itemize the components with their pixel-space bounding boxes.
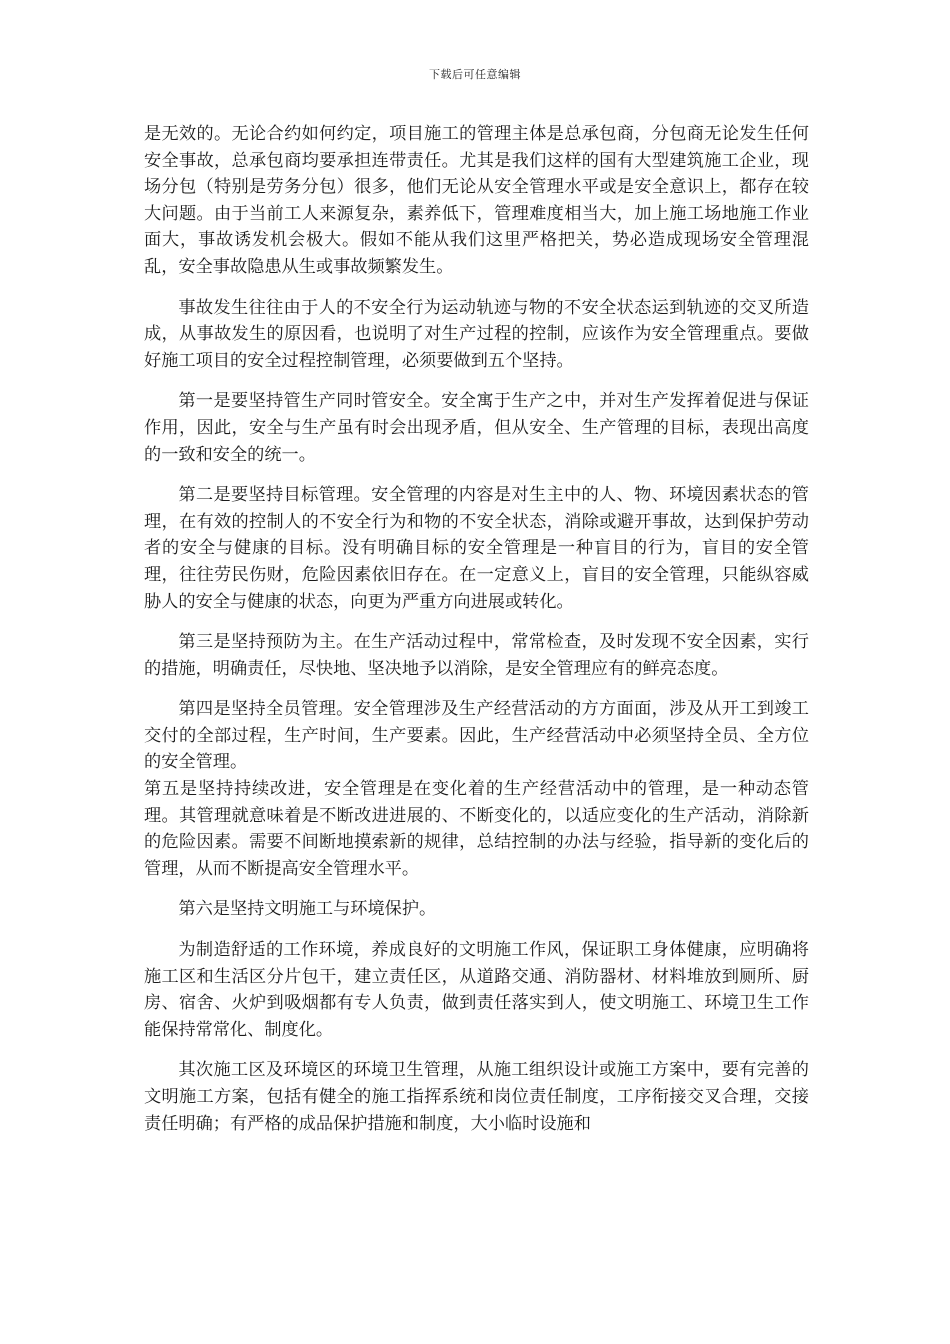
paragraph-principle-2: 第二是要坚持目标管理。安全管理的内容是对生主中的人、物、环境因素状态的管理，在有效的控制人的不安全行为和物的不安全状态，消除或避开事故，达到保护劳动者的安全与健康的目标。没有明确目标的安全管理是一种盲目的行为，盲目的安全管理，往往劳民伤财，危险因素依旧存在。在一定意义上，盲目的安全管理，只能纵容威胁人的安全与健康的状态，向更为严重方向进展或转化。	[144, 485, 809, 612]
paragraph-accident-cause: 事故发生往往由于人的不安全行为运动轨迹与物的不安全状态运到轨迹的交叉所造成，从事故发生的原因看，也说明了对生产过程的控制，应该作为安全管理重点。要做好施工项目的安全过程控制管理，必须要做到五个坚持。	[144, 297, 809, 371]
paragraph-environment-sanitation: 其次施工区及环境区的环境卫生管理，从施工组织设计或施工方案中，要有完善的文明施工方案，包括有健全的施工指挥系统和岗位责任制度，工序衔接交叉合理，交接责任明确；有严格的成品保护措施和制度，大小临时设施和	[144, 1060, 809, 1134]
paragraph-continued: 是无效的。无论合约如何约定，项目施工的管理主体是总承包商，分包商无论发生任何安全事故，总承包商均要承担连带责任。尤其是我们这样的国有大型建筑施工企业，现场分包（特别是劳务分包）很多，他们无论从安全管理水平或是安全意识上，都存在较大问题。由于当前工人来源复杂，素养低下，管理难度相当大，加上施工场地施工作业面大，事故诱发机会极大。假如不能从我们这里严格把关，势必造成现场安全管理混乱，安全事故隐患从生或事故频繁发生。	[144, 124, 809, 277]
paragraph-principle-1: 第一是要坚持管生产同时管安全。安全寓于生产之中，并对生产发挥着促进与保证作用，因此，安全与生产虽有时会出现矛盾，但从安全、生产管理的目标，表现出高度的一致和安全的统一。	[144, 391, 809, 465]
paragraph-principle-6: 第六是坚持文明施工与环境保护。	[178, 899, 437, 920]
document-body	[144, 121, 809, 1137]
paragraph-principle-3: 第三是坚持预防为主。在生产活动过程中，常常检查，及时发现不安全因素，实行的措施，明确责任，尽快地、坚决地予以消除，是安全管理应有的鲜亮态度。	[144, 632, 809, 679]
paragraph-principle-5: 第五是坚持持续改进，安全管理是在变化着的生产经营活动中的管理，是一种动态管理。其管理就意味着是不断改进进展的、不断变化的，以适应变化的生产活动，消除新的危险因素。需要不间断地摸索新的规律，总结控制的办法与经验，指导新的变化后的管理，从而不断提高安全管理水平。	[144, 779, 809, 879]
paragraph-civilized-construction: 为制造舒适的工作环境，养成良好的文明施工作风，保证职工身体健康，应明确将施工区和生活区分片包干，建立责任区，从道路交通、消防器材、材料堆放到厕所、厨房、宿舍、火炉到吸烟都有专人负责，做到责任落实到人，使文明施工、环境卫生工作能保持常常化、制度化。	[144, 940, 809, 1040]
page-header: 下载后可任意编辑	[429, 68, 521, 81]
paragraph-principle-4: 第四是坚持全员管理。安全管理涉及生产经营活动的方方面面，涉及从开工到竣工交付的全部过程，生产时间，生产要素。因此，生产经营活动中必须坚持全员、全方位的安全管理。	[144, 699, 809, 773]
